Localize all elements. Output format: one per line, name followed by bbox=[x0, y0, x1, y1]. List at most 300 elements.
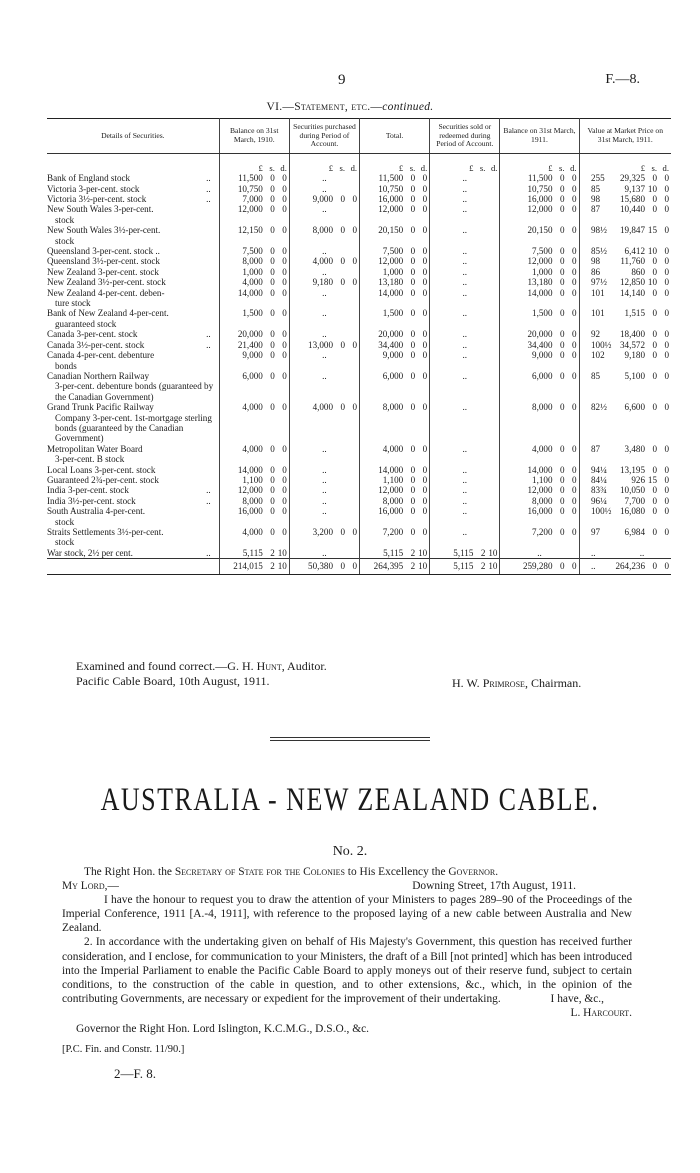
table-row bbox=[47, 371, 671, 402]
cell-sold bbox=[430, 444, 500, 465]
amount-pence: 0 bbox=[282, 194, 287, 204]
cell-pur bbox=[289, 485, 359, 495]
cell-tot bbox=[360, 444, 430, 465]
leader-dots: .. bbox=[206, 194, 211, 204]
cell-pur bbox=[289, 288, 359, 309]
amount-shillings: 0 bbox=[559, 350, 565, 361]
amount-pounds: 4,000 bbox=[312, 402, 334, 413]
value-part: 0 bbox=[664, 495, 669, 506]
empty-dots: .. bbox=[462, 329, 468, 340]
table-row bbox=[47, 465, 671, 475]
value-part: 16,080 bbox=[619, 506, 645, 517]
empty-dots: .. bbox=[462, 443, 468, 454]
amount bbox=[373, 288, 427, 298]
audit-line: Examined and found correct.—G. H. Hunt, Auditor. bbox=[76, 659, 327, 673]
cell-b10 bbox=[219, 350, 289, 371]
amount-pence: 0 bbox=[422, 402, 428, 413]
unit-pence: d. bbox=[280, 162, 287, 173]
amount-pence: 0 bbox=[282, 339, 287, 350]
amount bbox=[373, 496, 427, 506]
amount bbox=[233, 402, 287, 412]
cell-tot bbox=[360, 340, 430, 350]
value-part: 0 bbox=[664, 474, 669, 485]
amount-pence: 0 bbox=[282, 370, 287, 381]
cell-pur bbox=[289, 173, 359, 183]
amount-shillings: 0 bbox=[410, 474, 416, 485]
amount-pence: 0 bbox=[422, 225, 428, 236]
units bbox=[303, 163, 357, 173]
cell-pur bbox=[289, 496, 359, 506]
amount-shillings: 0 bbox=[270, 256, 275, 267]
amount-pence: 0 bbox=[422, 485, 428, 496]
cell-sold bbox=[430, 475, 500, 485]
cell-b11 bbox=[500, 506, 579, 527]
cell-sold bbox=[430, 329, 500, 339]
amount-pence: 10 bbox=[418, 561, 428, 572]
amount-pence: 10 bbox=[277, 547, 287, 558]
amount-pounds: 8,000 bbox=[242, 256, 263, 267]
amount-pounds: 12,000 bbox=[527, 256, 553, 267]
cell-tot bbox=[360, 277, 430, 287]
amount-pence: 0 bbox=[422, 527, 428, 537]
market-price: 98 bbox=[591, 194, 601, 204]
amount-shillings: 0 bbox=[559, 370, 565, 381]
value-part: 0 bbox=[652, 329, 657, 340]
amount-shillings: 0 bbox=[410, 527, 416, 537]
unit-pound: £ bbox=[328, 162, 334, 173]
amount-shillings: 2 bbox=[270, 547, 275, 558]
cell-b10 bbox=[219, 485, 289, 495]
amount bbox=[373, 371, 427, 381]
amount bbox=[615, 329, 669, 339]
amount bbox=[233, 173, 287, 183]
value-part: 15 bbox=[647, 474, 657, 485]
cell-market-value bbox=[579, 288, 671, 309]
amount bbox=[523, 204, 577, 214]
cell-market-value bbox=[579, 256, 671, 266]
cell-b11 bbox=[500, 485, 579, 495]
cell-sold bbox=[430, 288, 500, 309]
value-part: 0 bbox=[652, 443, 657, 454]
total-sold bbox=[430, 559, 500, 574]
amount-shillings: 0 bbox=[559, 474, 565, 485]
table-row bbox=[47, 267, 671, 277]
amount bbox=[303, 561, 357, 571]
amount bbox=[373, 561, 427, 571]
col-header-market-value: Value at Market Price on 31st March, 1911. bbox=[579, 119, 671, 154]
empty-dots: .. bbox=[462, 256, 468, 267]
cell-b10 bbox=[219, 308, 289, 329]
empty-dots: .. bbox=[462, 495, 468, 506]
units bbox=[373, 163, 427, 173]
amount-shillings: 0 bbox=[410, 266, 416, 277]
amount bbox=[233, 465, 287, 475]
amount-pounds: 9,000 bbox=[242, 350, 263, 361]
amount-shillings: 0 bbox=[270, 194, 275, 204]
empty-dots: .. bbox=[462, 506, 468, 517]
amount bbox=[373, 246, 427, 256]
amount-pounds: 1,100 bbox=[242, 474, 263, 485]
value-part: 0 bbox=[664, 506, 669, 517]
cell-b11 bbox=[500, 496, 579, 506]
amount-pounds: 20,150 bbox=[378, 225, 404, 236]
value-part: 1,515 bbox=[624, 308, 645, 319]
cell-pur bbox=[289, 527, 359, 548]
amount-pence: 10 bbox=[488, 561, 498, 572]
amount-pounds: 14,000 bbox=[527, 287, 553, 298]
table-row bbox=[47, 548, 671, 559]
amount-pence: 0 bbox=[422, 370, 428, 381]
market-price: .. bbox=[591, 547, 596, 558]
security-name-line: India 3½-per-cent. stock bbox=[47, 495, 136, 506]
amount-shillings: 0 bbox=[270, 225, 275, 236]
amount-pounds: 12,000 bbox=[237, 485, 263, 496]
unit-pound: £ bbox=[258, 162, 263, 173]
security-name-line: Canada 3-per-cent. stock bbox=[47, 329, 138, 340]
cell-b10 bbox=[219, 267, 289, 277]
security-name-line: Victoria 3-per-cent. stock bbox=[47, 183, 140, 194]
cell-tot bbox=[360, 548, 430, 559]
security-name-line: Canada 3½-per-cent. stock bbox=[47, 339, 145, 350]
amount bbox=[233, 246, 287, 256]
amount-shillings: 0 bbox=[270, 506, 275, 517]
amount-shillings: 0 bbox=[559, 277, 565, 288]
amount bbox=[615, 506, 669, 516]
market-price: 87 bbox=[591, 443, 601, 454]
empty-dots: .. bbox=[462, 204, 468, 215]
amount-shillings: 0 bbox=[410, 402, 416, 413]
cell-b11 bbox=[500, 527, 579, 548]
empty-dots: .. bbox=[322, 308, 327, 319]
amount-shillings: 2 bbox=[270, 561, 275, 572]
letter-paragraph-2: 2. In accordance with the undertaking given on behalf of His Majesty's Government, this question has received further consideration, and I enclose, for communication to your Ministers, the draft of a Bill [not printed] which has been introduced into the Imperial Parliament to enable the Pacific Cable Board to apply moneys out of their reserve fund, subject to certain conditions, to the construction of the cable in question, and to other extensions, &c., which, in the opinion of the contributing Governments, are necessary or expedient for the improvement of their undertaking. bbox=[62, 936, 633, 1005]
security-name-line: South Australia 4-per-cent. bbox=[47, 506, 146, 517]
market-price: 97½ bbox=[591, 277, 607, 288]
value-part: 0 bbox=[664, 464, 669, 475]
market-price: 84¼ bbox=[591, 474, 607, 485]
amount bbox=[523, 506, 577, 516]
cell-pur bbox=[289, 350, 359, 371]
cell-b11 bbox=[500, 444, 579, 465]
market-price: 100½ bbox=[591, 339, 612, 350]
value-part: 0 bbox=[664, 277, 669, 288]
units-cell bbox=[430, 153, 500, 173]
amount bbox=[615, 485, 669, 495]
security-name-continued: Company 3-per-cent. 1st-mortgage sterling bonds (guaranteed by the Canadian Government) bbox=[55, 412, 212, 444]
amount-shillings: 0 bbox=[270, 277, 275, 288]
amount-pence: 0 bbox=[422, 183, 428, 194]
letter-paragraph-1: I have the honour to request you to draw the attention of your Ministers to pages 289–90 of the Proceedings of the Imperial Conference, 1911 [A.-4, 1911], with reference to the proposed laying of a new cable between Australia and New Zealand. bbox=[62, 894, 632, 935]
file-reference: [P.C. Fin. and Constr. 11/90.] bbox=[62, 1044, 185, 1055]
empty-dots: .. bbox=[462, 266, 468, 277]
amount bbox=[373, 350, 427, 360]
amount-pence: 0 bbox=[571, 308, 577, 319]
amount bbox=[233, 267, 287, 277]
cell-b10 bbox=[219, 371, 289, 402]
amount bbox=[303, 225, 357, 235]
amount bbox=[615, 350, 669, 360]
empty-dots: .. bbox=[322, 443, 327, 454]
security-name bbox=[47, 496, 219, 506]
amount-pence: 0 bbox=[571, 246, 577, 257]
cell-b11 bbox=[500, 267, 579, 277]
value-part: 10 bbox=[647, 183, 657, 194]
chairman-signature: H. W. Primrose, Chairman. bbox=[452, 676, 582, 690]
empty-dots: .. bbox=[462, 308, 468, 319]
amount-pence: 0 bbox=[422, 329, 428, 340]
cell-market-value bbox=[579, 485, 671, 495]
amount-pence: 0 bbox=[571, 194, 577, 204]
market-price: 85½ bbox=[591, 246, 607, 257]
table-row bbox=[47, 496, 671, 506]
cell-pur bbox=[289, 475, 359, 485]
value-part: 0 bbox=[664, 443, 669, 454]
amount-pounds: 4,000 bbox=[312, 256, 334, 267]
empty-dots: .. bbox=[322, 204, 327, 215]
amount-pence: 0 bbox=[282, 464, 287, 475]
unit-pence: d. bbox=[570, 162, 577, 173]
cell-b10 bbox=[219, 173, 289, 183]
security-name bbox=[47, 288, 219, 309]
amount-pence: 0 bbox=[352, 277, 358, 288]
value-part: 9,180 bbox=[624, 350, 645, 361]
empty-dots: .. bbox=[322, 370, 327, 381]
amount-pence: 0 bbox=[422, 339, 428, 350]
cell-market-value bbox=[579, 246, 671, 256]
market-price: 86 bbox=[591, 266, 601, 277]
amount-shillings: 0 bbox=[559, 183, 565, 194]
cell-b11 bbox=[500, 371, 579, 402]
table-row bbox=[47, 194, 671, 204]
amount-pence: 0 bbox=[282, 350, 287, 361]
security-name-line: New Zealand 3½-per-cent. stock bbox=[47, 277, 166, 288]
securities-table bbox=[47, 118, 671, 575]
security-name-continued: bonds bbox=[55, 360, 77, 371]
unit-shilling: s. bbox=[479, 162, 486, 173]
security-name-line: Queensland 3½-per-cent. stock bbox=[47, 256, 160, 267]
amount bbox=[233, 308, 287, 318]
value-part: 0 bbox=[664, 266, 669, 277]
security-name-line: Guaranteed 2¾-per-cent. stock bbox=[47, 474, 159, 485]
amount bbox=[443, 561, 497, 571]
security-name bbox=[47, 329, 219, 339]
amount-shillings: 0 bbox=[270, 183, 275, 194]
security-name bbox=[47, 194, 219, 204]
amount bbox=[303, 277, 357, 287]
table-row bbox=[47, 444, 671, 465]
units-cell bbox=[500, 153, 579, 173]
amount-pounds: 7,500 bbox=[532, 246, 553, 257]
amount-pounds: 34,400 bbox=[378, 339, 404, 350]
cell-pur bbox=[289, 194, 359, 204]
amount-pence: 0 bbox=[282, 527, 287, 537]
amount bbox=[523, 444, 577, 454]
value-part: 19,847 bbox=[619, 225, 645, 236]
empty-dots: .. bbox=[462, 464, 468, 475]
security-name-continued: stock bbox=[55, 537, 75, 548]
value-part: 0 bbox=[652, 485, 657, 496]
cell-b10 bbox=[219, 256, 289, 266]
table-row bbox=[47, 173, 671, 183]
security-name bbox=[47, 184, 219, 194]
amount bbox=[303, 340, 357, 350]
value-part: 860 bbox=[631, 266, 645, 277]
market-price: 96¼ bbox=[591, 495, 607, 506]
amount-shillings: 0 bbox=[410, 370, 416, 381]
amount bbox=[233, 350, 287, 360]
total-price: .. bbox=[591, 561, 596, 572]
leader-dots: .. bbox=[206, 547, 211, 558]
amount bbox=[523, 277, 577, 287]
market-price: 255 bbox=[591, 173, 605, 184]
security-name-line: New Zealand 4-per-cent. deben- bbox=[47, 287, 165, 298]
market-price: 101 bbox=[591, 287, 605, 298]
cell-pur bbox=[289, 402, 359, 444]
amount-shillings: 0 bbox=[559, 329, 565, 340]
table-header-row bbox=[47, 119, 671, 154]
cell-tot bbox=[360, 506, 430, 527]
cell-b11 bbox=[500, 225, 579, 246]
amount bbox=[615, 444, 669, 454]
value-part: 5,100 bbox=[624, 370, 645, 381]
amount-pence: 0 bbox=[282, 204, 287, 215]
empty-dots: .. bbox=[322, 329, 327, 340]
amount-pence: 0 bbox=[571, 561, 577, 572]
security-name bbox=[47, 371, 219, 402]
amount bbox=[615, 496, 669, 506]
amount-shillings: 0 bbox=[559, 225, 565, 236]
amount bbox=[523, 267, 577, 277]
amount-pence: 0 bbox=[422, 256, 428, 267]
divider-rule-top bbox=[270, 737, 430, 738]
leader-dots: .. bbox=[206, 495, 211, 506]
empty-dots: .. bbox=[462, 287, 468, 298]
cell-market-value bbox=[579, 465, 671, 475]
cell-b10 bbox=[219, 506, 289, 527]
amount-pounds: 1,100 bbox=[382, 474, 404, 485]
amount bbox=[233, 561, 287, 571]
amount bbox=[373, 340, 427, 350]
empty-dots: .. bbox=[537, 547, 542, 558]
units bbox=[233, 163, 287, 173]
amount bbox=[615, 225, 669, 235]
paper-reference: F.—8. bbox=[605, 72, 640, 87]
amount bbox=[233, 277, 287, 287]
amount-pounds: 34,400 bbox=[527, 339, 553, 350]
value-part: 10,440 bbox=[619, 204, 645, 215]
value-part: 0 bbox=[652, 194, 657, 204]
cell-pur bbox=[289, 548, 359, 559]
amount bbox=[233, 527, 287, 537]
amount-pounds: 1,500 bbox=[532, 308, 553, 319]
amount-pounds: 20,000 bbox=[378, 329, 404, 340]
empty-dots: .. bbox=[462, 246, 468, 257]
cell-pur bbox=[289, 256, 359, 266]
value-part: 0 bbox=[652, 370, 657, 381]
amount-shillings: 0 bbox=[559, 485, 565, 496]
empty-dots: .. bbox=[322, 547, 327, 558]
leader-dots: .. bbox=[206, 339, 211, 350]
amount bbox=[523, 194, 577, 204]
value-part: 10 bbox=[647, 246, 657, 257]
cell-market-value bbox=[579, 496, 671, 506]
value-part: 0 bbox=[664, 194, 669, 204]
amount-shillings: 0 bbox=[410, 339, 416, 350]
amount-shillings: 0 bbox=[559, 464, 565, 475]
amount-pounds: 5,115 bbox=[242, 547, 263, 558]
security-name bbox=[47, 485, 219, 495]
amount-pence: 0 bbox=[422, 350, 428, 361]
cell-b10 bbox=[219, 277, 289, 287]
amount-shillings: 0 bbox=[340, 402, 346, 413]
value-part: 0 bbox=[664, 225, 669, 236]
amount-shillings: 0 bbox=[270, 246, 275, 257]
amount bbox=[233, 288, 287, 298]
amount-pounds: 11,500 bbox=[378, 173, 404, 184]
amount bbox=[615, 288, 669, 298]
cell-pur bbox=[289, 225, 359, 246]
amount-pence: 0 bbox=[571, 495, 577, 506]
empty-dots: .. bbox=[322, 266, 327, 277]
cell-b11 bbox=[500, 548, 579, 559]
amount-shillings: 0 bbox=[559, 204, 565, 215]
main-title: AUSTRALIA - NEW ZEALAND CABLE. bbox=[100, 781, 600, 818]
amount-pounds: 4,000 bbox=[242, 527, 263, 537]
amount-shillings: 0 bbox=[270, 370, 275, 381]
amount-shillings: 0 bbox=[559, 287, 565, 298]
amount-pounds: 9,180 bbox=[312, 277, 334, 288]
amount bbox=[233, 225, 287, 235]
amount bbox=[373, 485, 427, 495]
amount bbox=[523, 173, 577, 183]
value-part: 0 bbox=[652, 266, 657, 277]
amount-pounds: 5,115 bbox=[453, 561, 474, 572]
cell-b11 bbox=[500, 277, 579, 287]
empty-dots: .. bbox=[462, 183, 468, 194]
salutation-line: My Lord,— Downing Street, 17th August, 1911. bbox=[62, 880, 576, 893]
market-price: 85 bbox=[591, 370, 601, 381]
amount-pounds: 4,000 bbox=[242, 443, 263, 454]
amount-pence: 0 bbox=[422, 464, 428, 475]
cell-sold bbox=[430, 173, 500, 183]
amount bbox=[615, 402, 669, 412]
amount-pence: 0 bbox=[282, 277, 287, 288]
total-b11 bbox=[500, 559, 579, 574]
unit-shilling: s. bbox=[409, 162, 416, 173]
value-part: 18,400 bbox=[619, 329, 645, 340]
amount-pence: 0 bbox=[571, 266, 577, 277]
cell-b11 bbox=[500, 173, 579, 183]
security-name-line: Queensland 3-per-cent. stock .. bbox=[47, 246, 160, 257]
amount-shillings: 0 bbox=[340, 225, 346, 236]
amount-pounds: 7,500 bbox=[242, 246, 263, 257]
cell-market-value bbox=[579, 402, 671, 444]
empty-dots: .. bbox=[462, 402, 468, 413]
value-part: 11,760 bbox=[620, 256, 645, 267]
amount-shillings: 0 bbox=[410, 287, 416, 298]
market-price: 98½ bbox=[591, 225, 607, 236]
amount bbox=[233, 371, 287, 381]
amount-pounds: 14,000 bbox=[237, 287, 263, 298]
security-name bbox=[47, 548, 219, 559]
value-part: 0 bbox=[652, 495, 657, 506]
cell-b10 bbox=[219, 288, 289, 309]
amount bbox=[373, 256, 427, 266]
cell-pur bbox=[289, 340, 359, 350]
empty-dots: .. bbox=[322, 246, 327, 257]
cell-b10 bbox=[219, 329, 289, 339]
security-name bbox=[47, 256, 219, 266]
